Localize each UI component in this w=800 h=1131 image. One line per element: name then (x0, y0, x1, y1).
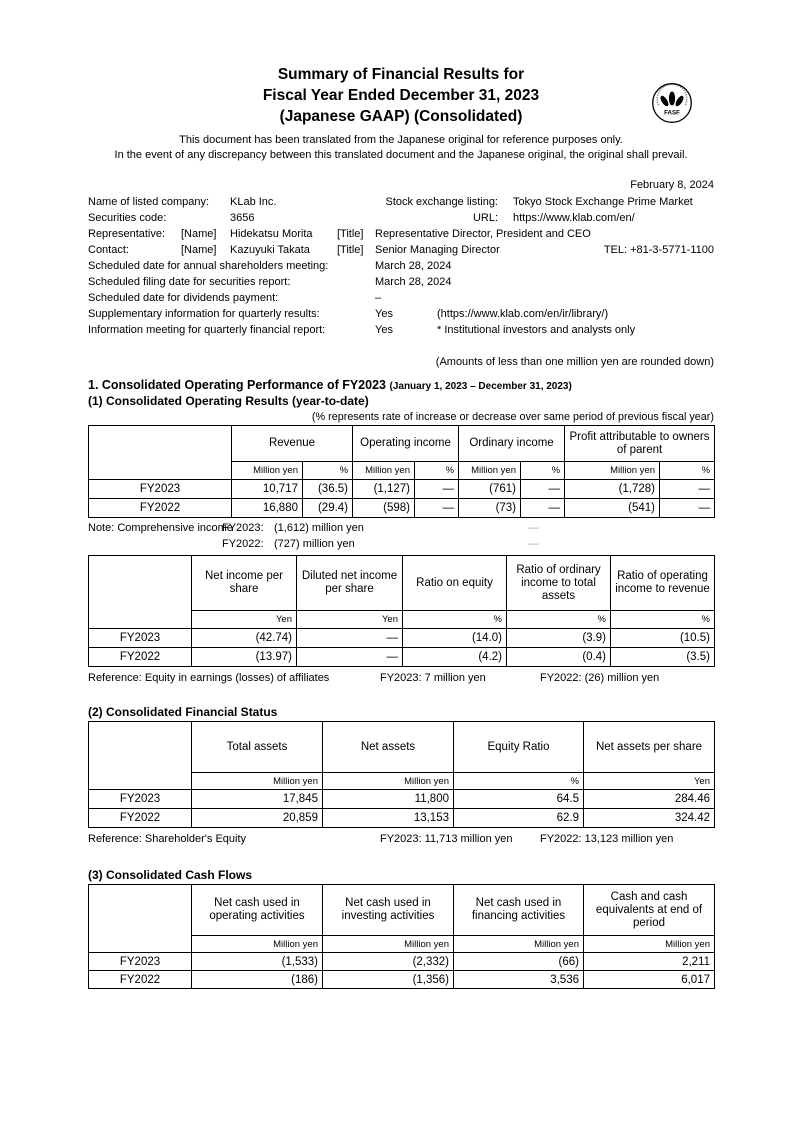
table-row (89, 809, 715, 828)
comprehensive-income-line-2 (88, 538, 714, 554)
stock-exchange-value: Tokyo Stock Exchange Prime Market (513, 196, 693, 208)
per-share-table (88, 555, 715, 667)
securities-report-date: March 28, 2024 (375, 276, 452, 288)
value-cell: 2,211 (584, 953, 715, 971)
section-1-heading (88, 378, 714, 394)
value-cell: — (660, 480, 715, 499)
note-dash: — (528, 538, 539, 550)
note-fy2023-label: FY2023: (222, 522, 264, 534)
report-date: February 8, 2024 (630, 179, 714, 191)
disclaimer-line-2: In the event of any discrepancy between this translated document and the Japanese original, the original shall prevail. (114, 149, 688, 161)
information-meeting-note: * Institutional investors and analysts only (437, 324, 636, 336)
unit-cell: Yen (297, 611, 403, 629)
dividends-label: Scheduled date for dividends payment: (88, 292, 279, 304)
row-label-fy2022: FY2022 (89, 648, 192, 667)
title-line-2: Fiscal Year Ended December 31, 2023 (262, 87, 540, 104)
row-label-fy2023: FY2023 (89, 790, 192, 809)
value-cell: (3.9) (507, 629, 611, 648)
value-cell: (29.4) (303, 499, 353, 518)
unit-cell: Million yen (565, 462, 660, 480)
value-cell: (3.5) (611, 648, 715, 667)
note-label: Note: Comprehensive income (88, 522, 233, 534)
value-cell: — (297, 629, 403, 648)
column-header-investing-cash: Net cash used in investing activities (323, 885, 454, 936)
value-cell: (14.0) (403, 629, 507, 648)
unit-cell: % (403, 611, 507, 629)
column-header-equity-ratio: Equity Ratio (454, 722, 584, 773)
contact-name: Kazuyuki Takata (230, 244, 310, 256)
title-line-1: Summary of Financial Results for (277, 66, 525, 83)
unit-cell: % (611, 611, 715, 629)
reference-label: Reference: Equity in earnings (losses) of affiliates (88, 672, 330, 684)
unit-cell: Million yen (454, 936, 584, 953)
reference-fy2022: FY2022: (26) million yen (540, 672, 660, 684)
comprehensive-income-note (88, 522, 714, 554)
reference-fy2023: FY2023: 11,713 million yen (380, 833, 513, 845)
contact-title: Senior Managing Director (375, 244, 500, 256)
value-cell: (0.4) (507, 648, 611, 667)
securities-code-value: 3656 (230, 212, 255, 224)
column-header-total-assets: Total assets (192, 722, 323, 773)
telephone: TEL: +81-3-5771-1100 (603, 244, 714, 256)
note-fy2023-value: (1,612) million yen (274, 522, 364, 534)
url-label: URL: (472, 212, 498, 224)
info-row-securities-code (88, 212, 714, 228)
representative-label: Representative: (88, 228, 166, 240)
value-cell: 62.9 (454, 809, 584, 828)
name-tag: [Name] (181, 228, 217, 240)
column-header-ratio-on-equity: Ratio on equity (403, 556, 507, 611)
representative-name: Hidekatsu Morita (230, 228, 313, 240)
value-cell: 284.46 (584, 790, 715, 809)
table-row (89, 480, 715, 499)
unit-cell: Million yen (584, 936, 715, 953)
supplementary-value: Yes (375, 308, 393, 320)
stock-exchange-label: Stock exchange listing: (385, 196, 498, 208)
column-header-net-income-per-share: Net income per share (192, 556, 297, 611)
unit-cell: % (521, 462, 565, 480)
column-header-operating-cash: Net cash used in operating activities (192, 885, 323, 936)
value-cell: (13.97) (192, 648, 297, 667)
column-header-financing-cash: Net cash used in financing activities (454, 885, 584, 936)
value-cell: 3,536 (454, 971, 584, 989)
table-row (89, 648, 715, 667)
disclaimer-line-1: This document has been translated from the Japanese original for reference purposes only. (179, 134, 623, 146)
fasf-logo (651, 82, 693, 124)
corner-cell (89, 556, 192, 629)
unit-cell: % (415, 462, 459, 480)
unit-cell: Million yen (192, 773, 323, 790)
value-cell: 324.42 (584, 809, 715, 828)
value-cell: 13,153 (323, 809, 454, 828)
unit-cell: Million yen (323, 773, 454, 790)
title-tag: [Title] (337, 244, 364, 256)
shareholders-meeting-date: March 28, 2024 (375, 260, 452, 272)
value-cell: (1,356) (323, 971, 454, 989)
unit-cell: Yen (584, 773, 715, 790)
table-row (89, 971, 715, 989)
table-row (89, 499, 715, 518)
row-label-fy2023: FY2023 (89, 953, 192, 971)
value-cell: 64.5 (454, 790, 584, 809)
value-cell: (761) (459, 480, 521, 499)
company-name-label: Name of listed company: (88, 196, 210, 208)
financial-status-table (88, 721, 715, 828)
info-row-securities-report (88, 276, 714, 292)
column-header-cash-equivalents: Cash and cash equivalents at end of period (584, 885, 715, 936)
value-cell: (1,533) (192, 953, 323, 971)
row-label-fy2023: FY2023 (89, 480, 232, 499)
row-label-fy2022: FY2022 (89, 971, 192, 989)
percent-note: (% represents rate of increase or decrease over same period of previous fiscal year) (311, 411, 714, 423)
info-row-supplementary (88, 308, 714, 324)
value-cell: 16,880 (232, 499, 303, 518)
contact-label: Contact: (88, 244, 129, 256)
rounding-note: (Amounts of less than one million yen are rounded down) (435, 356, 714, 368)
translation-disclaimer (88, 133, 714, 163)
unit-cell: Million yen (459, 462, 521, 480)
unit-cell: % (454, 773, 584, 790)
value-cell: 17,845 (192, 790, 323, 809)
value-cell: 6,017 (584, 971, 715, 989)
reference-fy2022: FY2022: 13,123 million yen (540, 833, 674, 845)
unit-cell: Yen (192, 611, 297, 629)
table-row (89, 629, 715, 648)
value-cell: (42.74) (192, 629, 297, 648)
shareholders-meeting-label: Scheduled date for annual shareholders meeting: (88, 260, 329, 272)
securities-code-label: Securities code: (88, 212, 167, 224)
supplementary-label: Supplementary information for quarterly results: (88, 308, 320, 320)
unit-cell: % (507, 611, 611, 629)
row-label-fy2022: FY2022 (89, 809, 192, 828)
info-row-representative (88, 228, 714, 244)
information-meeting-value: Yes (375, 324, 393, 336)
column-header-net-assets-per-share: Net assets per share (584, 722, 715, 773)
unit-cell: % (660, 462, 715, 480)
value-cell: — (415, 499, 459, 518)
value-cell: (73) (459, 499, 521, 518)
unit-cell: Million yen (353, 462, 415, 480)
value-cell: — (415, 480, 459, 499)
table-row (89, 953, 715, 971)
value-cell: (4.2) (403, 648, 507, 667)
value-cell: — (297, 648, 403, 667)
corner-cell (89, 426, 232, 480)
unit-cell: Million yen (192, 936, 323, 953)
cash-flows-table (88, 884, 715, 989)
corner-cell (89, 722, 192, 790)
unit-cell: Million yen (232, 462, 303, 480)
info-row-dividends (88, 292, 714, 308)
column-header-ratio-operating-income: Ratio of operating income to revenue (611, 556, 715, 611)
section-3-heading: (3) Consolidated Cash Flows (88, 868, 253, 882)
dividends-date: – (375, 292, 382, 304)
reference-fy2023: FY2023: 7 million yen (380, 672, 486, 684)
value-cell: (10.5) (611, 629, 715, 648)
comprehensive-income-line-1 (88, 522, 714, 538)
note-fy2022-label: FY2022: (222, 538, 264, 550)
company-name-value: KLab Inc. (230, 196, 277, 208)
unit-cell: Million yen (323, 936, 454, 953)
row-label-fy2023: FY2023 (89, 629, 192, 648)
corner-cell (89, 885, 192, 953)
value-cell: (2,332) (323, 953, 454, 971)
logo-label: FASF (664, 109, 680, 117)
column-header-net-assets: Net assets (323, 722, 454, 773)
unit-cell: % (303, 462, 353, 480)
info-row-company (88, 196, 714, 212)
column-header-profit: Profit attributable to owners of parent (565, 426, 715, 462)
value-cell: 11,800 (323, 790, 454, 809)
note-dash: — (528, 522, 539, 534)
securities-report-label: Scheduled filing date for securities report: (88, 276, 291, 288)
value-cell: (598) (353, 499, 415, 518)
value-cell: — (521, 499, 565, 518)
value-cell: 10,717 (232, 480, 303, 499)
reference-label: Reference: Shareholder's Equity (88, 833, 247, 845)
page-title (88, 64, 714, 127)
value-cell: (1,127) (353, 480, 415, 499)
reference-shareholders-equity (88, 833, 714, 848)
column-header-ordinary-income: Ordinary income (459, 426, 565, 462)
info-row-contact (88, 244, 714, 260)
value-cell: (1,728) (565, 480, 660, 499)
column-header-diluted-net-income: Diluted net income per share (297, 556, 403, 611)
title-line-3: (Japanese GAAP) (Consolidated) (279, 108, 523, 125)
section-1-title: 1. Consolidated Operating Performance of FY2023 (88, 378, 386, 392)
note-fy2022-value: (727) million yen (274, 538, 355, 550)
company-info (88, 196, 714, 340)
section-2-heading: (2) Consolidated Financial Status (88, 705, 278, 719)
value-cell: (66) (454, 953, 584, 971)
information-meeting-label: Information meeting for quarterly financial report: (88, 324, 326, 336)
url-value: https://www.klab.com/en/ (513, 212, 635, 224)
subsection-1-heading: (1) Consolidated Operating Results (year-to-date) (88, 394, 369, 408)
reference-equity-in-earnings (88, 672, 714, 687)
column-header-ratio-ordinary-income: Ratio of ordinary income to total assets (507, 556, 611, 611)
representative-title: Representative Director, President and CEO (375, 228, 591, 240)
value-cell: (186) (192, 971, 323, 989)
value-cell: (541) (565, 499, 660, 518)
section-1-period: (January 1, 2023 – December 31, 2023) (389, 381, 572, 392)
operating-results-table (88, 425, 715, 518)
info-row-shareholders-meeting (88, 260, 714, 276)
supplementary-url: (https://www.klab.com/en/ir/library/) (437, 308, 609, 320)
row-label-fy2022: FY2022 (89, 499, 232, 518)
value-cell: (36.5) (303, 480, 353, 499)
column-header-revenue: Revenue (232, 426, 353, 462)
value-cell: — (660, 499, 715, 518)
info-row-information-meeting (88, 324, 714, 340)
table-row (89, 790, 715, 809)
title-tag: [Title] (337, 228, 364, 240)
column-header-operating-income: Operating income (353, 426, 459, 462)
value-cell: — (521, 480, 565, 499)
name-tag: [Name] (181, 244, 217, 256)
value-cell: 20,859 (192, 809, 323, 828)
